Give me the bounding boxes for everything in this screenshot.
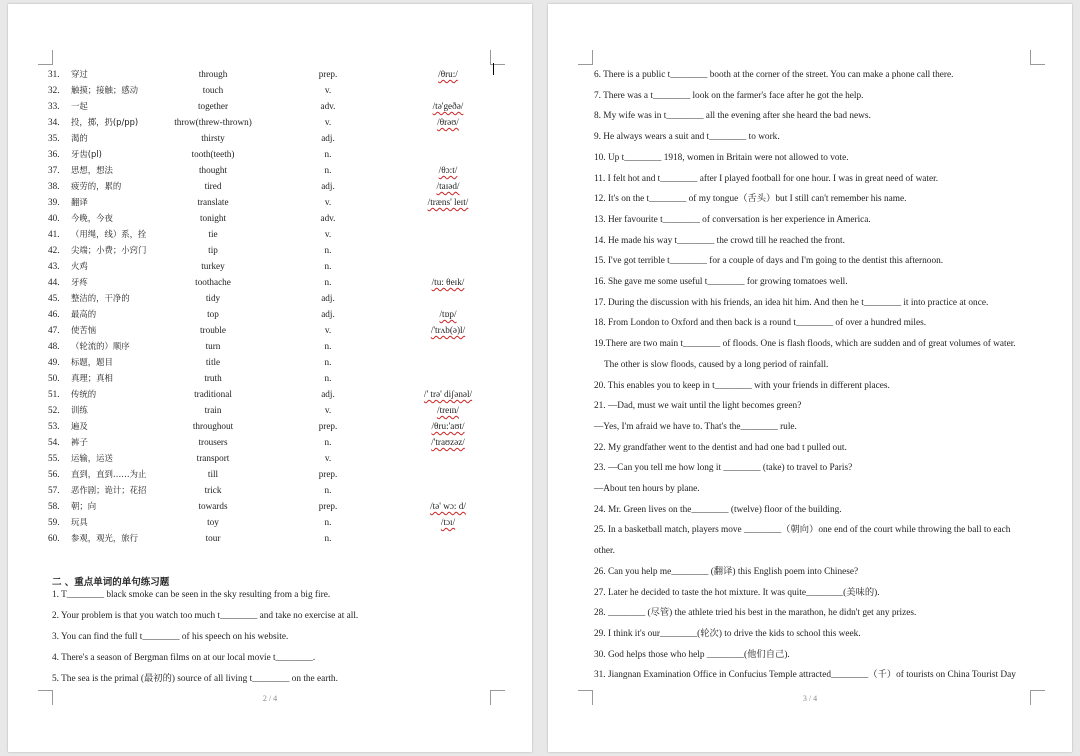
vocab-part-of-speech: n. (324, 165, 332, 175)
exercise-sentence: 16. She gave me some useful t________ for growing tomatoes well. (594, 277, 848, 287)
exercise-sentence: 23. —Can you tell me how long it ________ (take) to travel to Paris? (594, 463, 853, 474)
exercise-sentence: 13. Her favourite t________ of conversation is her experience in America. (594, 214, 871, 225)
vocab-number: 42. (48, 245, 60, 255)
vocab-part-of-speech: prep. (318, 69, 338, 79)
vocab-english: title (205, 357, 221, 367)
vocab-chinese: 传统的 (71, 389, 97, 399)
page-number: 3 / 4 (802, 694, 818, 703)
vocab-row (8, 290, 532, 306)
vocab-row (8, 194, 532, 210)
vocab-phonetic: /θɔ:t/ (438, 165, 458, 175)
vocab-chinese: 恶作剧；诡计；花招 (71, 485, 147, 495)
vocab-chinese: 一起 (71, 101, 88, 111)
vocab-row (8, 242, 532, 258)
vocab-part-of-speech: v. (324, 197, 332, 207)
vocab-english: train (204, 405, 222, 415)
vocab-number: 59. (48, 517, 60, 527)
vocab-chinese: 牙疼 (71, 277, 88, 287)
vocab-row (8, 434, 532, 450)
document-page-3 (548, 4, 1072, 752)
exercise-sentence: 22. My grandfather went to the dentist and had one bad t pulled out. (594, 442, 847, 453)
vocab-english: tired (204, 181, 222, 191)
vocab-row (8, 178, 532, 194)
vocab-part-of-speech: adj. (321, 293, 335, 303)
vocab-row (8, 162, 532, 178)
exercise-sentence: 31. Jiangnan Examination Office in Confucius Temple attracted________（千）of tourists on China Tourist Day (594, 670, 1016, 681)
vocab-row (8, 226, 532, 242)
vocab-row (8, 418, 532, 434)
vocab-chinese: 疲劳的，累的 (71, 181, 122, 191)
page-number: 2 / 4 (262, 694, 278, 703)
vocab-english: tour (205, 533, 221, 543)
vocab-row (8, 530, 532, 546)
vocab-number: 48. (48, 341, 60, 351)
vocab-part-of-speech: n. (324, 341, 332, 351)
vocab-row (8, 210, 532, 226)
exercise-sentence: 1. T________ black smoke can be seen in the sky resulting from a big fire. (52, 590, 331, 600)
crop-mark-top-left (38, 50, 53, 65)
exercise-sentence: 14. He made his way t________ the crowd till he reached the front. (594, 235, 845, 246)
vocab-chinese: 牙齿(pl) (71, 149, 102, 159)
vocab-number: 45. (48, 293, 60, 303)
vocab-chinese: 触摸；接触；感动 (71, 85, 138, 95)
vocab-english: touch (202, 85, 224, 95)
vocab-phonetic: /tə'geðə/ (432, 101, 464, 111)
vocab-chinese: 投，掷，扔(p/pp) (71, 117, 139, 127)
vocab-part-of-speech: n. (324, 245, 332, 255)
vocab-chinese: 思想，想法 (71, 165, 113, 175)
vocab-english: truth (204, 373, 222, 383)
vocab-english: tonight (199, 213, 227, 223)
vocab-row (8, 130, 532, 146)
exercise-sentence: 15. I've got terrible t________ for a couple of days and I'm going to the dentist this afternoon. (594, 256, 944, 267)
vocab-part-of-speech: v. (324, 85, 332, 95)
vocab-english: thought (198, 165, 228, 175)
exercise-sentence: 5. The sea is the primal (最初的) source of all living t________ on the earth. (52, 674, 338, 684)
vocab-chinese: 遍及 (71, 421, 88, 431)
vocab-english: turkey (201, 261, 225, 271)
vocab-row (8, 514, 532, 530)
vocab-english: together (197, 101, 229, 111)
text-cursor (493, 63, 494, 75)
vocab-phonetic: /θrəʊ/ (437, 117, 459, 127)
vocab-part-of-speech: adv. (320, 213, 336, 223)
vocab-part-of-speech: n. (324, 517, 332, 527)
vocab-number: 46. (48, 309, 60, 319)
vocab-row (8, 82, 532, 98)
vocab-chinese: 火鸡 (71, 261, 88, 271)
vocab-row (8, 146, 532, 162)
vocab-english: tooth(teeth) (191, 149, 235, 159)
vocab-chinese: 使苦恼 (71, 325, 97, 335)
vocab-english: transport (196, 453, 230, 463)
vocab-part-of-speech: v. (324, 405, 332, 415)
vocab-chinese: 标题，题目 (71, 357, 113, 367)
vocab-number: 56. (48, 469, 60, 479)
vocab-part-of-speech: n. (324, 533, 332, 543)
vocab-number: 35. (48, 133, 60, 143)
vocab-chinese: 今晚，今夜 (71, 213, 113, 223)
exercise-sentence: 6. There is a public t________ booth at the corner of the street. You can make a phone call there. (594, 70, 954, 80)
vocab-english: toy (207, 517, 219, 527)
crop-mark-top-left (578, 50, 593, 65)
vocab-row (8, 450, 532, 466)
vocab-phonetic: /'trʌb(ə)l/ (430, 325, 466, 335)
vocab-chinese: 尖端；小费；小窍门 (71, 245, 147, 255)
vocab-chinese: 训练 (71, 405, 88, 415)
vocab-english: thirsty (201, 133, 225, 143)
vocab-chinese: （轮流的）顺序 (71, 341, 130, 351)
vocab-english: traditional (194, 389, 232, 399)
exercise-sentence: 8. My wife was in t________ all the evening after she heard the bad news. (594, 111, 871, 122)
crop-mark-top-right (1030, 50, 1045, 65)
vocab-number: 50. (48, 373, 60, 383)
exercise-sentence: The other is slow floods, caused by a long period of rainfall. (604, 359, 829, 370)
vocab-english: translate (197, 197, 229, 207)
exercise-sentence: 7. There was a t________ look on the farmer's face after he got the help. (594, 90, 864, 101)
vocab-english: tip (208, 245, 218, 255)
vocab-phonetic: /' trə' diʃənəl/ (423, 389, 473, 399)
vocab-part-of-speech: n. (324, 357, 332, 367)
exercise-sentence: —About ten hours by plane. (594, 484, 700, 494)
exercise-sentence: other. (594, 546, 615, 557)
exercise-sentence: 29. I think it's our________(轮次) to drive the kids to school this week. (594, 628, 861, 639)
vocab-english: trouble (199, 325, 227, 335)
vocab-row (8, 98, 532, 114)
vocab-number: 51. (48, 389, 60, 399)
vocab-phonetic: /tɒp/ (439, 309, 457, 319)
vocab-number: 60. (48, 533, 60, 543)
vocab-number: 41. (48, 229, 60, 239)
exercise-sentence: 4. There's a season of Bergman films on at our local movie t________. (52, 653, 316, 663)
vocab-chinese: 玩具 (71, 517, 88, 527)
vocab-row (8, 466, 532, 482)
exercise-sentence: 30. God helps those who help ________(他们自己). (594, 649, 790, 660)
vocab-number: 43. (48, 261, 60, 271)
vocab-chinese: 最高的 (71, 309, 97, 319)
vocab-chinese: 渴的 (71, 133, 88, 143)
vocab-row (8, 274, 532, 290)
exercise-sentence: 28. ________ (尽管) the athlete tried his best in the marathon, he didn't get any prizes. (594, 608, 917, 619)
vocab-row (8, 258, 532, 274)
vocab-part-of-speech: prep. (318, 421, 338, 431)
vocab-english: toothache (195, 277, 231, 287)
vocab-phonetic: /tu: θeɪk/ (431, 277, 465, 287)
vocab-row (8, 386, 532, 402)
vocab-number: 47. (48, 325, 60, 335)
vocab-chinese: 裤子 (71, 437, 88, 447)
vocab-number: 38. (48, 181, 60, 191)
vocab-number: 53. (48, 421, 60, 431)
vocab-part-of-speech: v. (324, 453, 332, 463)
vocab-english: through (198, 69, 228, 79)
vocab-phonetic: /'traʊzəz/ (431, 437, 465, 447)
vocab-number: 34. (48, 117, 60, 127)
vocab-number: 31. (48, 69, 60, 79)
vocab-number: 39. (48, 197, 60, 207)
vocab-part-of-speech: n. (324, 149, 332, 159)
vocab-chinese: 穿过 (71, 69, 88, 79)
vocab-english: till (207, 469, 219, 479)
vocab-number: 49. (48, 357, 60, 367)
vocab-chinese: 整洁的，干净的 (71, 293, 130, 303)
exercise-sentence: 21. —Dad, must we wait until the light becomes green? (594, 401, 802, 412)
vocab-phonetic: /træns' leɪt/ (427, 197, 469, 207)
exercise-sentence: 10. Up t________ 1918, women in Britain were not allowed to vote. (594, 152, 849, 163)
exercise-sentence: 25. In a basketball match, players move ________（朝向）one end of the court while throwing the ball to each (594, 525, 1011, 536)
vocab-part-of-speech: adj. (321, 181, 335, 191)
vocab-part-of-speech: v. (324, 229, 332, 239)
vocab-number: 40. (48, 213, 60, 223)
vocab-part-of-speech: n. (324, 373, 332, 383)
vocab-phonetic: /θru:'aʊt/ (431, 421, 465, 431)
vocab-part-of-speech: v. (324, 325, 332, 335)
document-page-2 (8, 4, 532, 752)
vocab-number: 32. (48, 85, 60, 95)
exercise-sentence: 17. During the discussion with his friends, an idea hit him. And then he t________ it into practice at once. (594, 297, 989, 308)
vocab-row (8, 322, 532, 338)
vocab-english: trousers (198, 437, 228, 447)
vocab-chinese: （用绳，线）系，拴 (71, 229, 147, 239)
vocab-number: 33. (48, 101, 60, 111)
vocab-chinese: 朝；向 (71, 501, 97, 511)
vocab-phonetic: /taɪəd/ (436, 181, 460, 191)
vocab-phonetic: /tɔɪ/ (440, 517, 456, 527)
vocab-part-of-speech: prep. (318, 501, 338, 511)
vocab-part-of-speech: adj. (321, 389, 335, 399)
exercise-sentence: 2. Your problem is that you watch too much t________ and take no exercise at all. (52, 611, 359, 621)
vocab-number: 54. (48, 437, 60, 447)
vocab-part-of-speech: v. (324, 117, 332, 127)
vocab-row (8, 338, 532, 354)
exercise-sentence: —Yes, I'm afraid we have to. That's the________ rule. (594, 421, 797, 432)
vocab-english: throughout (192, 421, 234, 431)
vocab-row (8, 306, 532, 322)
exercise-sentence: 20. This enables you to keep in t________ with your friends in different places. (594, 380, 890, 391)
vocab-row (8, 402, 532, 418)
vocab-english: trick (204, 485, 222, 495)
vocab-number: 58. (48, 501, 60, 511)
vocab-row (8, 498, 532, 514)
vocab-chinese: 参观，观光，旅行 (71, 533, 138, 543)
vocab-part-of-speech: n. (324, 261, 332, 271)
section-title: 二 、重点单词的单句练习题 (52, 577, 170, 588)
vocab-english: towards (198, 501, 228, 511)
vocab-number: 57. (48, 485, 60, 495)
exercise-sentence: 27. Later he decided to taste the hot mixture. It was quite________(美味的). (594, 587, 880, 598)
vocab-part-of-speech: adj. (321, 133, 335, 143)
exercise-sentence: 26. Can you help me________ (翻译) this English poem into Chinese? (594, 566, 859, 577)
vocab-part-of-speech: n. (324, 437, 332, 447)
vocab-part-of-speech: adj. (321, 309, 335, 319)
exercise-sentence: 3. You can find the full t________ of his speech on his website. (52, 632, 289, 642)
exercise-sentence: 19.There are two main t________ of floods. One is flash floods, which are sudden and of great volumes of water. (594, 339, 1016, 350)
vocab-row (8, 482, 532, 498)
vocab-part-of-speech: n. (324, 277, 332, 287)
vocab-part-of-speech: adv. (320, 101, 336, 111)
vocab-english: throw(threw-thrown) (174, 117, 252, 127)
vocab-chinese: 运输，运送 (71, 453, 113, 463)
vocab-chinese: 真理；真相 (71, 373, 113, 383)
vocab-english: turn (205, 341, 221, 351)
exercise-sentence: 18. From London to Oxford and then back is a round t________ of over a hundred miles. (594, 318, 927, 329)
exercise-sentence: 12. It's on the t________ of my tongue（舌头）but I still can't remember his name. (594, 194, 907, 205)
vocab-phonetic: /θru:/ (438, 69, 458, 79)
vocab-phonetic: /treɪn/ (437, 405, 459, 415)
vocab-chinese: 翻译 (71, 197, 88, 207)
vocab-part-of-speech: n. (324, 485, 332, 495)
vocab-english: tidy (205, 293, 221, 303)
vocab-number: 37. (48, 165, 60, 175)
vocab-row (8, 66, 532, 82)
vocab-part-of-speech: prep. (318, 469, 338, 479)
vocab-number: 52. (48, 405, 60, 415)
vocab-row (8, 114, 532, 130)
vocab-english: top (207, 309, 219, 319)
exercise-sentence: 11. I felt hot and t________ after I played football for one hour. I was in great need of water. (594, 173, 939, 184)
vocab-row (8, 354, 532, 370)
vocab-row (8, 370, 532, 386)
exercise-sentence: 24. Mr. Green lives on the________ (twelve) floor of the building. (594, 504, 842, 515)
exercise-sentence: 9. He always wears a suit and t________ to work. (594, 132, 780, 143)
vocab-english: tie (208, 229, 218, 239)
vocab-number: 36. (48, 149, 60, 159)
vocab-number: 55. (48, 453, 60, 463)
vocab-phonetic: /tə' wɔ: d/ (430, 501, 466, 511)
vocab-chinese: 直到，直到……为止 (71, 469, 147, 479)
vocab-number: 44. (48, 277, 60, 287)
